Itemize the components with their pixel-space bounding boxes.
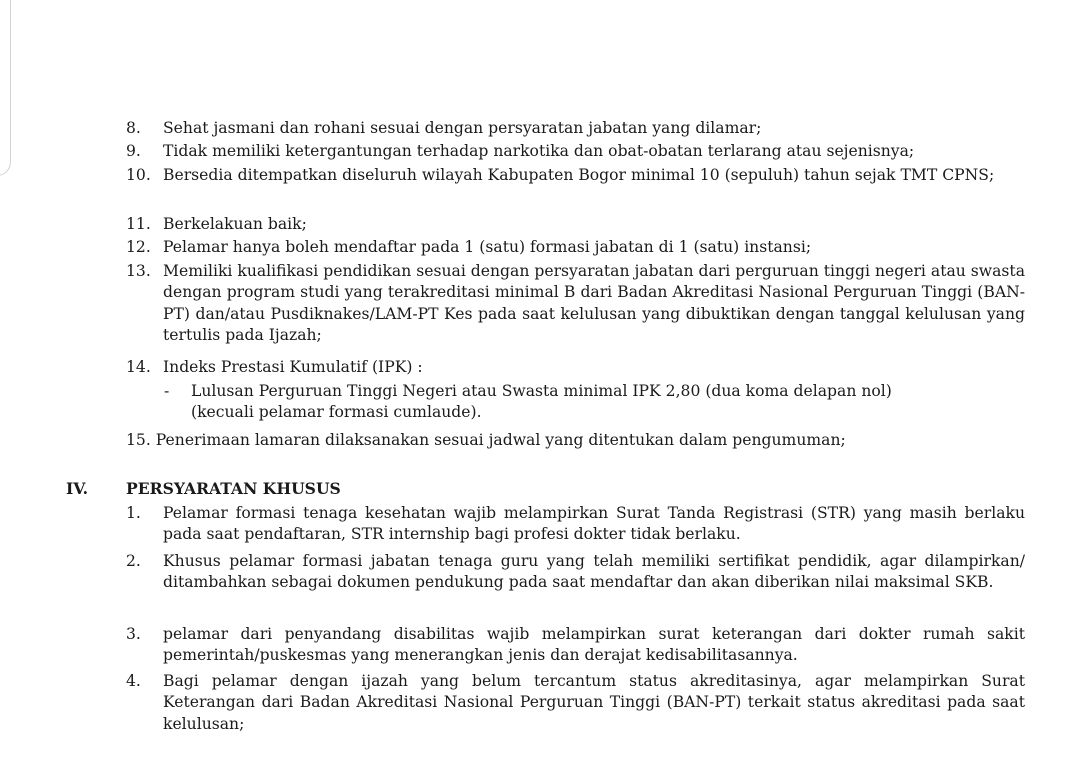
list-item-14 [126, 357, 1025, 378]
item-text: Indeks Prestasi Kumulatif (IPK) : [163, 358, 423, 376]
special-item-2 [126, 551, 1025, 594]
section-title: PERSYARATAN KHUSUS [126, 479, 341, 498]
item-number: 1. [126, 504, 141, 522]
list-item-8 [126, 118, 1025, 139]
item-text: pelamar dari penyandang disabilitas wajib melampirkan surat keterangan dari dokter rumah sakit pemerintah/puskesmas yang menerangkan jenis dan derajat kedisabilitasannya. [163, 625, 1025, 665]
item-number: 2. [126, 552, 141, 570]
item-number: 12. [126, 238, 151, 256]
list-item-15: 15. Penerimaan lamaran dilaksanakan sesuai jadwal yang ditentukan dalam pengumuman; [126, 431, 846, 449]
page-corner-border [0, 0, 11, 176]
item-text: Pelamar hanya boleh mendaftar pada 1 (satu) formasi jabatan di 1 (satu) instansi; [163, 238, 812, 256]
item-text: Sehat jasmani dan rohani sesuai dengan persyaratan jabatan yang dilamar; [163, 119, 762, 137]
list-item-10 [126, 165, 1025, 186]
item-number: 10. [126, 166, 151, 184]
item-number: 8. [126, 119, 141, 137]
ipk-sub-text-line2: (kecuali pelamar formasi cumlaude). [191, 403, 482, 422]
list-item-12 [126, 237, 1025, 258]
section-number: IV. [66, 479, 89, 498]
dash-bullet: - [164, 382, 170, 400]
list-item-11 [126, 214, 1025, 235]
item-text: Pelamar formasi tenaga kesehatan wajib melampirkan Surat Tanda Registrasi (STR) yang masih berlaku pada saat pendaftaran, STR internship bagi profesi dokter tidak berlaku. [163, 504, 1025, 544]
special-item-1 [126, 503, 1025, 546]
item-number: 4. [126, 672, 141, 690]
item-number: 13. [126, 262, 151, 280]
item-number: 9. [126, 142, 141, 160]
special-item-4 [126, 671, 1025, 735]
item-text: Khusus pelamar formasi jabatan tenaga guru yang telah memiliki sertifikat pendidik, agar dilampirkan/ ditambahkan sebagai dokumen pendukung pada saat mendaftar dan akan diberikan nilai maksimal SKB. [163, 552, 1025, 592]
special-item-3 [126, 624, 1025, 667]
ipk-sub-item [164, 381, 984, 424]
item-number: 14. [126, 358, 151, 376]
item-text: Memiliki kualifikasi pendidikan sesuai dengan persyaratan jabatan dari perguruan tinggi negeri atau swasta dengan program studi yang terakreditasi minimal B dari Badan Akreditasi Nasional Perguruan Tinggi (BAN-PT) dan/atau Pusdiknakes/LAM-PT Kes pada saat kelulusan yang dibuktikan dengan tanggal kelulusan yang tertulis pada Ijazah; [163, 262, 1025, 345]
item-text: Bersedia ditempatkan diseluruh wilayah Kabupaten Bogor minimal 10 (sepuluh) tahun sejak TMT CPNS; [163, 166, 995, 184]
item-text: Tidak memiliki ketergantungan terhadap narkotika dan obat-obatan terlarang atau sejenisnya; [163, 142, 915, 160]
list-item-9 [126, 141, 1025, 162]
item-text: Bagi pelamar dengan ijazah yang belum tercantum status akreditasinya, agar melampirkan Surat Keterangan dari Badan Akreditasi Nasional Perguruan Tinggi (BAN-PT) terkait status akreditasi pada saat kelulusan; [163, 672, 1025, 733]
item-number: 3. [126, 625, 141, 643]
ipk-sub-text-line1: Lulusan Perguruan Tinggi Negeri atau Swasta minimal IPK 2,80 (dua koma delapan nol) [191, 382, 892, 400]
list-item-13 [126, 261, 1025, 347]
item-text: Berkelakuan baik; [163, 215, 307, 233]
item-number: 11. [126, 215, 151, 233]
